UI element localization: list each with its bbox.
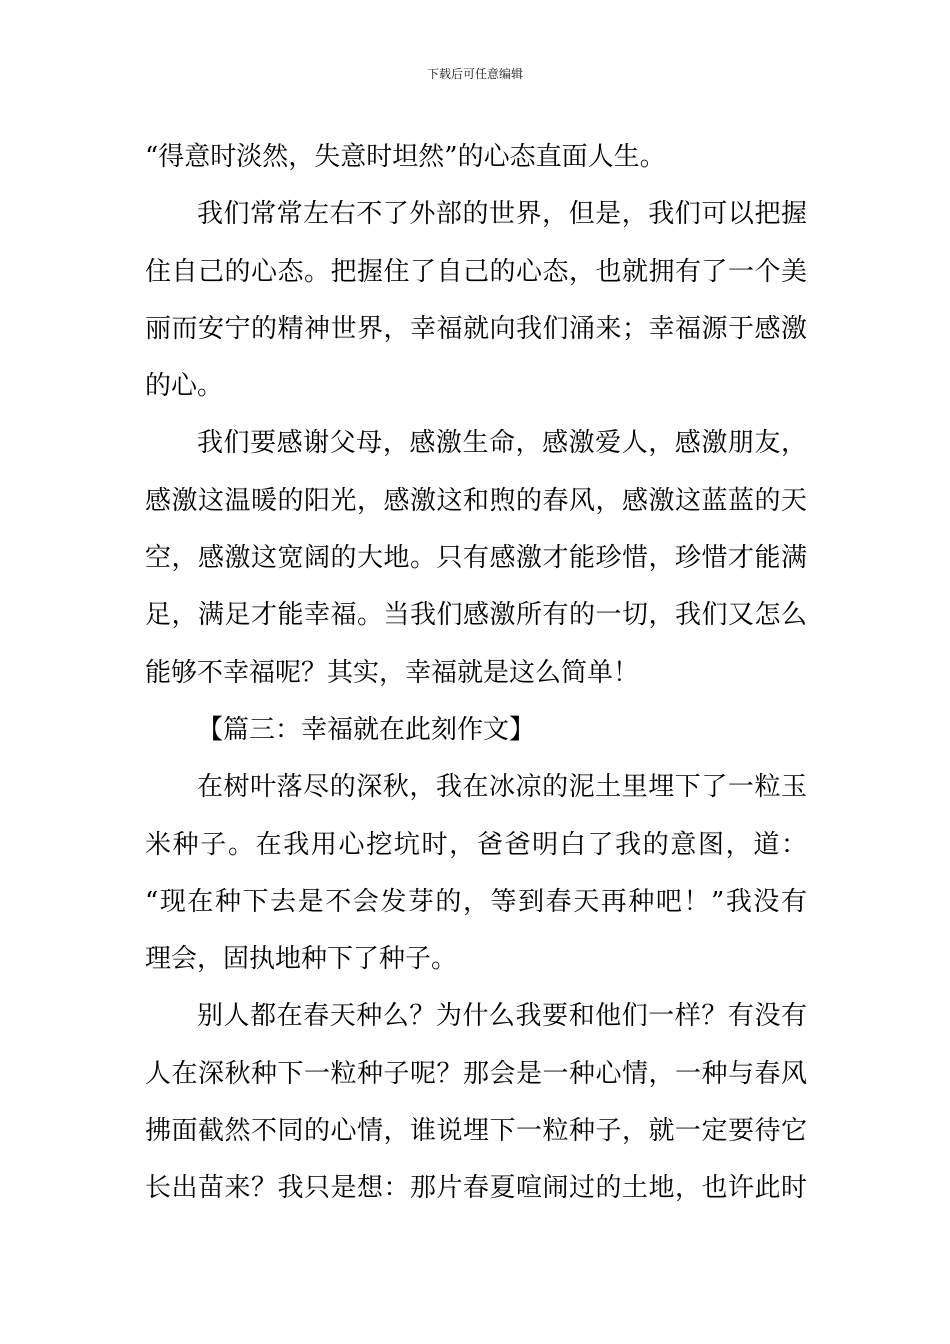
paragraph-line: 住自己的心态。把握住了自己的心态，也就拥有了一个美 xyxy=(145,256,807,287)
paragraph-line: 我们要感谢父母，感激生命，感激爱人，感激朋友， xyxy=(197,428,807,459)
paragraph-line: “现在种下去是不会发芽的，等到春天再种吧！”我没有 xyxy=(145,886,807,917)
section-heading: 【篇三：幸福就在此刻作文】 xyxy=(197,714,536,745)
paragraph-line: 的心。 xyxy=(145,371,224,402)
paragraph-line: 拂面截然不同的心情，谁说埋下一粒种子，就一定要待它 xyxy=(145,1116,807,1147)
paragraph-line: 空，感激这宽阔的大地。只有感激才能珍惜，珍惜才能满 xyxy=(145,543,807,574)
document-body xyxy=(145,129,807,1218)
paragraph-line: 丽而安宁的精神世界，幸福就向我们涌来；幸福源于感激 xyxy=(145,313,807,344)
paragraph-line: 别人都在春天种么？为什么我要和他们一样？有没有 xyxy=(197,1001,807,1032)
paragraph-line: 长出苗来？我只是想：那片春夏喧闹过的土地，也许此时 xyxy=(145,1173,807,1204)
paragraph-line: 我们常常左右不了外部的世界，但是，我们可以把握 xyxy=(197,199,807,230)
paragraph-line: 能够不幸福呢？其实，幸福就是这么简单！ xyxy=(145,657,640,688)
paragraph-line: 感激这温暖的阳光，感激这和煦的春风，感激这蓝蓝的天 xyxy=(145,485,807,516)
paragraph-line: 理会，固执地种下了种子。 xyxy=(145,944,458,975)
paragraph-line: “得意时淡然，失意时坦然”的心态直面人生。 xyxy=(145,142,666,172)
paragraph-line: 在树叶落尽的深秋，我在冰凉的泥土里埋下了一粒玉 xyxy=(197,772,807,803)
paragraph-line: 足，满足才能幸福。当我们感激所有的一切，我们又怎么 xyxy=(145,600,807,631)
paragraph-line: 米种子。在我用心挖坑时，爸爸明白了我的意图，道： xyxy=(145,829,807,860)
paragraph-line: 人在深秋种下一粒种子呢？那会是一种心情，一种与春风 xyxy=(145,1058,807,1089)
page-header: 下载后可任意编辑 xyxy=(426,67,523,81)
